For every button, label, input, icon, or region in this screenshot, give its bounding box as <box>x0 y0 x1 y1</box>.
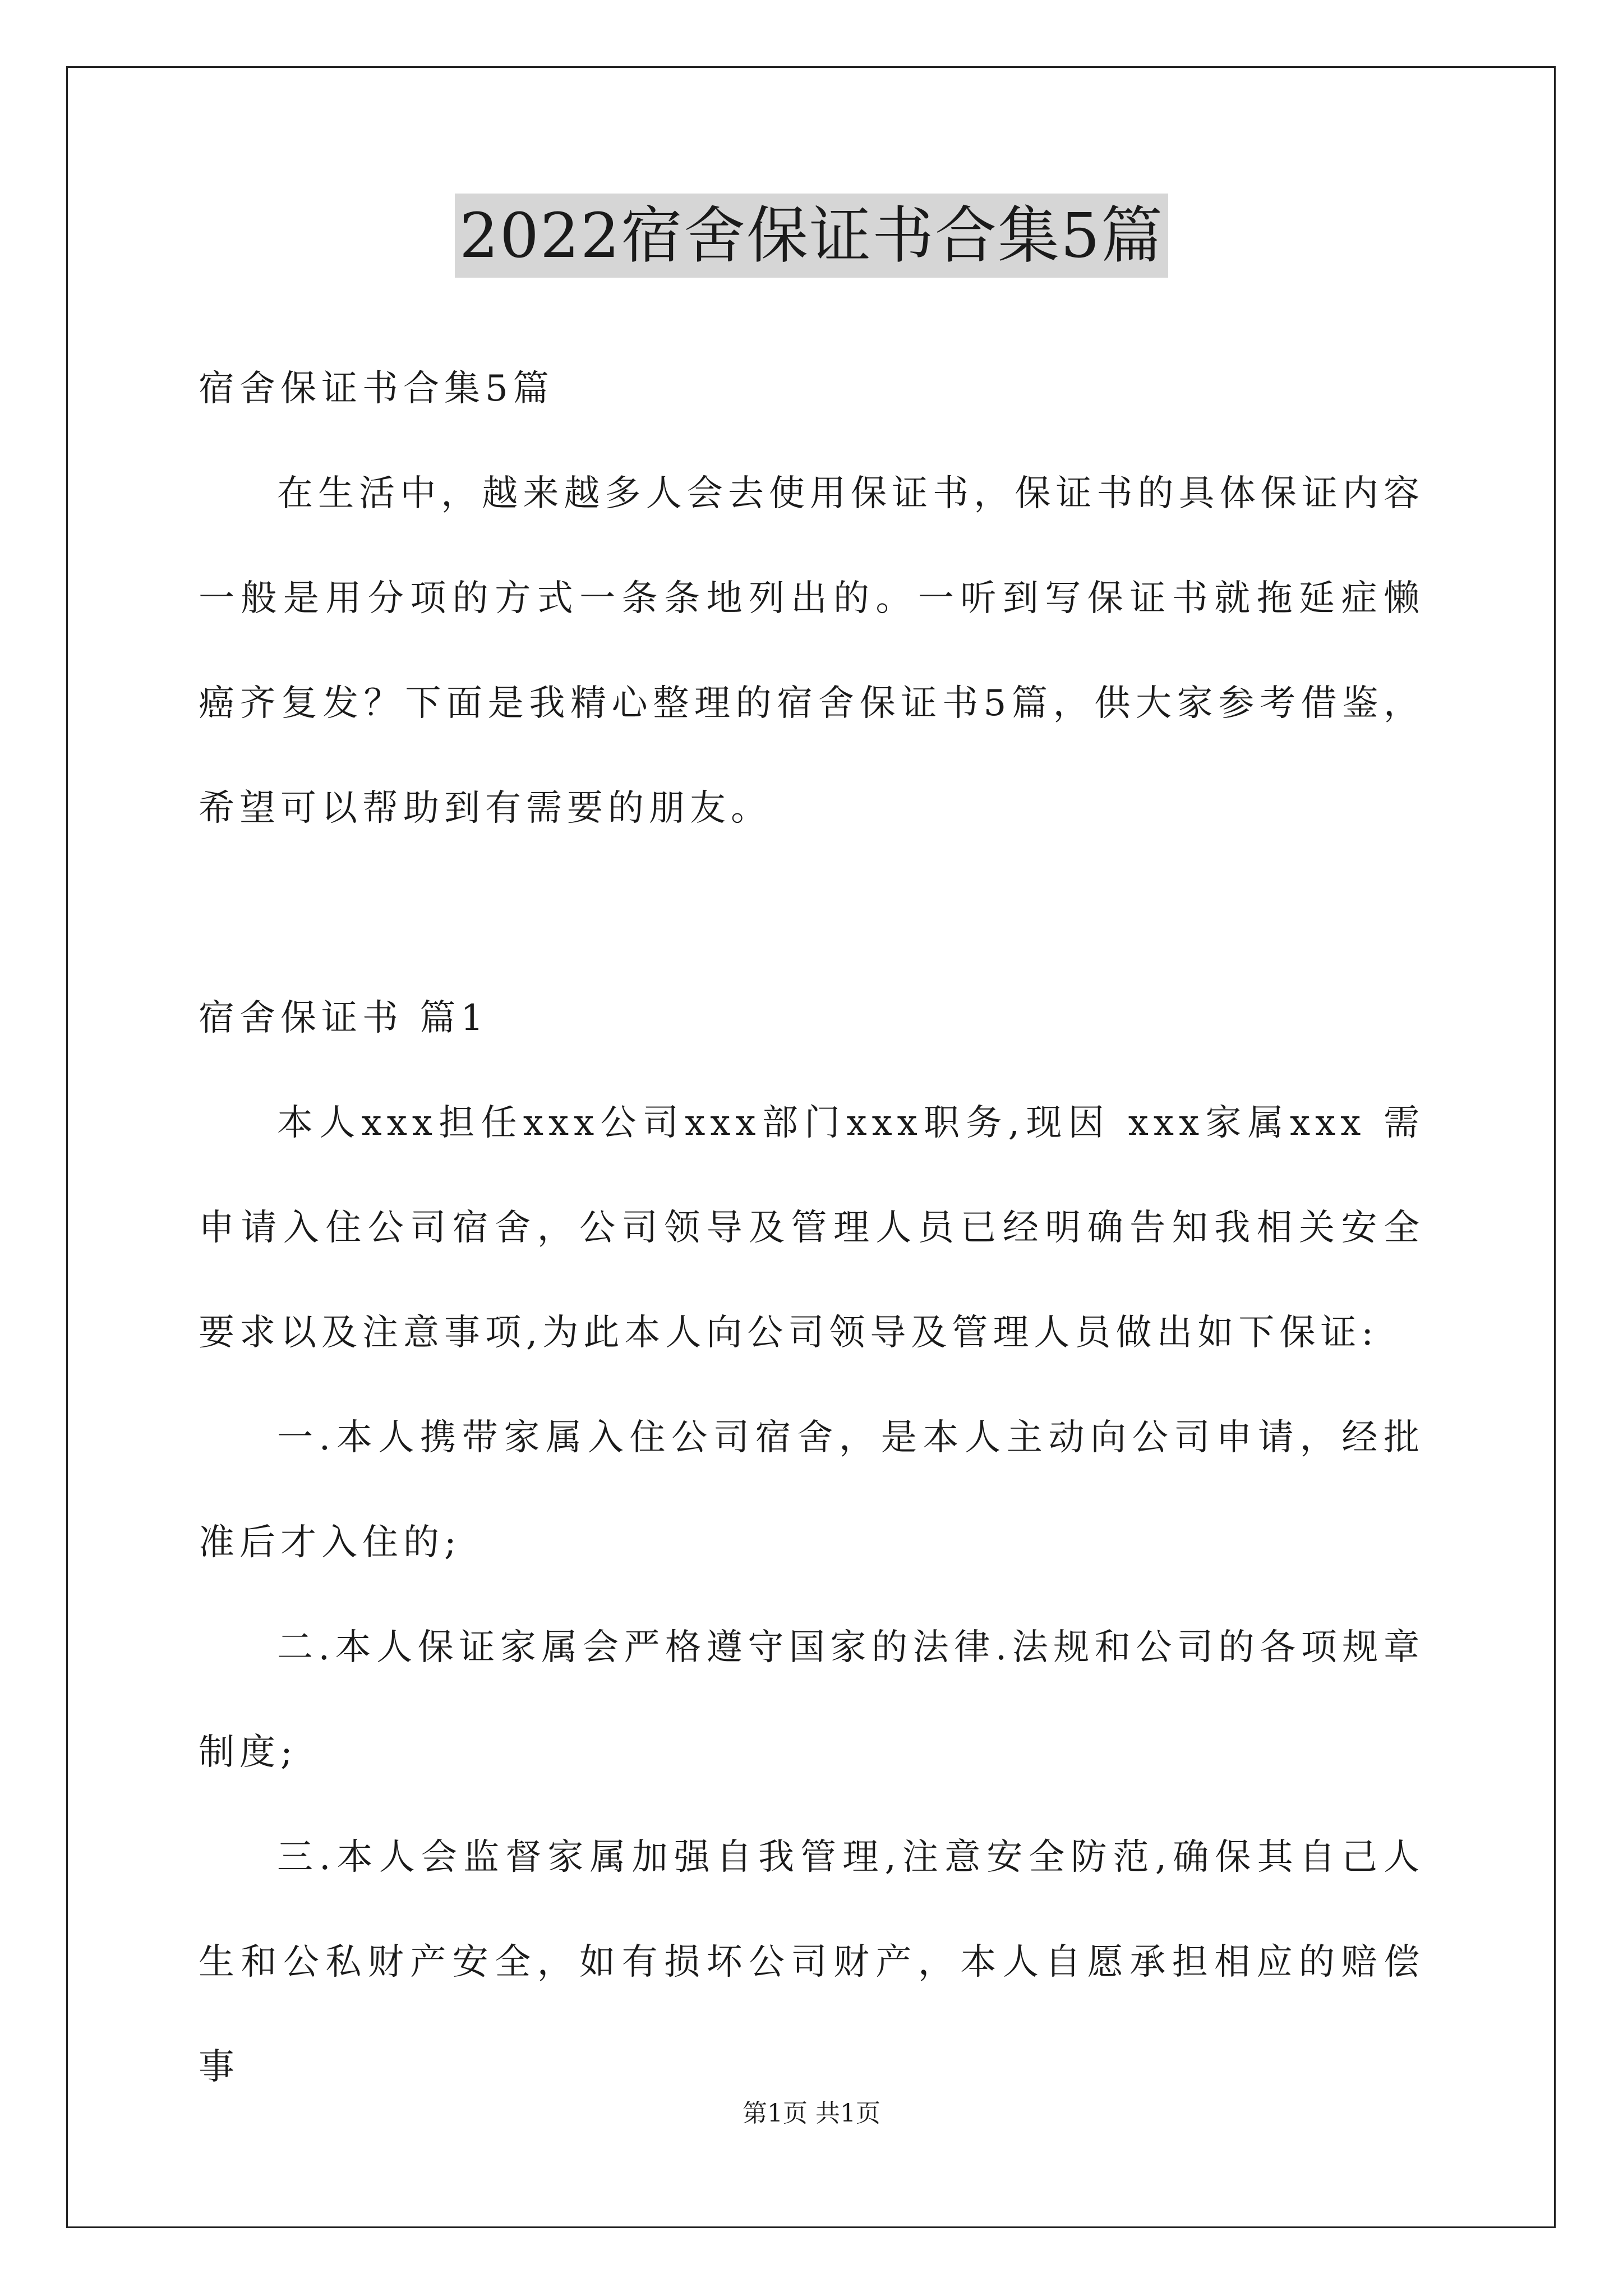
intro-paragraph: 在生活中，越来越多人会去使用保证书，保证书的具体保证内容一般是用分项的方式一条条地列出的。一听到写保证书就拖延症懒癌齐复发？下面是我精心整理的宿舍保证书5篇，供大家参考借鉴，希望可以帮助到有需要的朋友。 <box>199 473 1424 829</box>
section-heading: 宿舍保证书 篇1 <box>199 997 489 1039</box>
section-paragraph: 二.本人保证家属会严格遵守国家的法律.法规和公司的各项规章制度; <box>199 1627 1424 1773</box>
section-paragraph: 一.本人携带家属入住公司宿舍，是本人主动向公司申请，经批准后才入住的; <box>199 1417 1424 1563</box>
document-subtitle: 宿舍保证书合集5篇 <box>199 368 554 409</box>
document-title: 2022宿舍保证书合集5篇 <box>455 194 1168 278</box>
document-body <box>199 337 1424 2120</box>
page-footer: 第1页 共1页 <box>743 2099 880 2128</box>
title-wrap <box>0 194 1623 278</box>
section-paragraph: 三.本人会监督家属加强自我管理,注意安全防范,确保其自己人生和公私财产安全，如有损坏公司财产，本人自愿承担相应的赔偿事 <box>199 1837 1424 2088</box>
section-paragraph: 本人xxx担任xxx公司xxx部门xxx职务,现因 xxx家属xxx 需申请入住公司宿舍，公司领导及管理人员已经明确告知我相关安全要求以及注意事项,为此本人向公司领导及管理人员做出如下保证: <box>199 1102 1424 1354</box>
section-gap <box>199 861 1424 966</box>
